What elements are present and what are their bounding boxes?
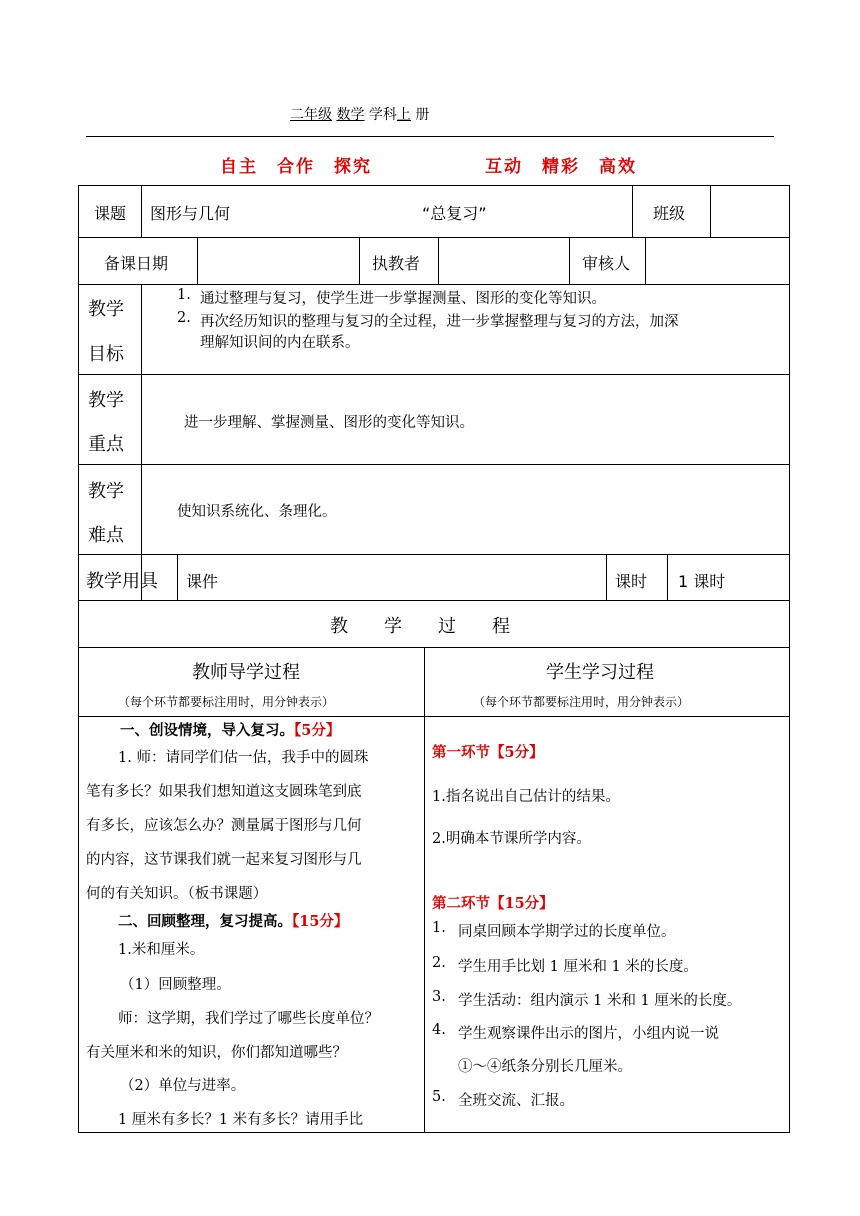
period-label: 课时 [615,572,648,591]
goals-label-2: 目标 [88,344,124,365]
col-divider [645,237,646,284]
student-item: 同桌回顾本学期学过的长度单位。 [458,924,676,940]
row-divider [78,284,790,285]
motto-left: 自主 合作 探究 [220,157,372,177]
section-2-title-text: 二、回顾整理，复习提高。 [118,913,292,930]
student-item: 1.指名说出自己估计的结果。 [432,789,620,805]
header-rule [86,136,774,137]
teacher-para-line: 笔有多长？如果我们想知道这支圆珠笔到底 [86,784,362,800]
row-divider [78,374,790,375]
volume: 上 [396,107,411,123]
lesson-title: “总复习” [422,204,487,223]
process-col-divider [424,647,425,1133]
col-divider [141,185,142,237]
row-divider [78,647,790,648]
teacher-line: 1 厘米有多长？1 米有多长？请用手比 [118,1112,364,1128]
period-value: 1 课时 [678,572,726,591]
teacher-para-line: 1. 师：请同学们估一估，我手中的圆珠 [118,750,369,766]
goal-item-2: 再次经历知识的整理与复习的全过程，进一步掌握整理与复习的方法，加深 [200,314,679,330]
teacher-field[interactable] [440,239,567,282]
col-divider [606,554,607,600]
col-divider [569,237,570,284]
keypoints-text: 进一步理解、掌握测量、图形的变化等知识。 [184,415,474,431]
student-process-note: （每个环节都要标注用时，用分钟表示） [473,695,690,709]
motto-right: 互动 精彩 高效 [485,157,637,177]
teacher-para-line: 有多长，应该怎么办？测量属于图形与几何 [86,818,362,834]
teacher-line: 师：这学期，我们学过了哪些长度单位？ [118,1011,379,1027]
keypoints-label-2: 重点 [88,434,124,455]
col-divider [632,185,633,237]
student-num: 1. [432,920,446,936]
student-item: 学生观察课件出示的图片，小组内说一说 [458,1026,719,1042]
class-label: 班级 [653,204,686,223]
keypoints-label-1: 教学 [88,390,124,411]
subject-suffix: 学科 [368,107,397,123]
student-item-cont: ①～④纸条分别长几厘米。 [458,1059,632,1075]
class-field[interactable] [712,188,788,234]
row-divider [78,464,790,465]
col-divider [197,237,198,284]
teacher-label: 执教者 [372,254,421,273]
col-divider [177,554,178,600]
teacher-process-head: 教师导学过程 [192,662,300,683]
student-num: 3. [432,989,446,1005]
student-section-1-title: 第一环节【5分】 [432,744,544,761]
col-divider [667,554,668,600]
date-field[interactable] [199,239,357,282]
teacher-line: 有关厘米和米的知识，你们都知道哪些？ [86,1045,347,1061]
reviewer-label: 审核人 [582,254,631,273]
section-1-time: 【5分】 [294,722,341,739]
col-divider [710,185,711,237]
student-section-2-title: 第二环节【15分】 [432,895,554,912]
student-num: 4. [432,1022,446,1038]
tools-label: 教学用具 [86,571,158,592]
teacher-line: （2）单位与进率。 [120,1078,246,1094]
goal-item-1: 通过整理与复习，使学生进一步掌握测量、图形的变化等知识。 [200,291,606,307]
reviewer-field[interactable] [647,239,788,282]
label-col-divider [141,284,142,600]
student-item: 全班交流、汇报。 [458,1093,574,1109]
date-label: 备课日期 [104,254,169,273]
student-item: 学生活动：组内演示 1 米和 1 厘米的长度。 [458,993,742,1009]
goal-num-1: 1. [177,287,191,303]
section-1-title-text: 一、创设情境，导入复习。 [120,722,294,739]
volume-suffix: 册 [415,107,430,123]
student-num: 5. [432,1089,446,1105]
difficulties-label-2: 难点 [88,525,124,546]
student-item: 学生用手比划 1 厘米和 1 米的长度。 [458,959,698,975]
student-process-head: 学生学习过程 [546,662,654,683]
row-divider [78,237,790,238]
subject: 数学 [336,107,365,123]
student-item: 2.明确本节课所学内容。 [432,831,591,847]
teacher-process-note: （每个环节都要标注用时，用分钟表示） [118,695,335,709]
teacher-section-1-title [120,719,340,740]
teacher-section-2-title [118,910,348,931]
row-divider [78,554,790,555]
process-title: 教 学 过 程 [330,616,510,637]
teacher-para-line: 的内容，这节课我们就一起来复习图形与几 [86,852,362,868]
row-divider [78,716,790,717]
teacher-line: 1.米和厘米。 [118,942,205,958]
difficulties-label-1: 教学 [88,481,124,502]
col-divider [359,237,360,284]
difficulties-text: 使知识系统化、条理化。 [177,504,337,520]
tools-value: 课件 [186,572,219,591]
topic-value: 图形与几何 [150,204,231,223]
teacher-para-line: 何的有关知识。（板书课题） [86,886,268,902]
grade-subject-header [290,104,429,124]
row-divider [78,600,790,601]
grade: 二年级 [290,107,332,123]
goal-num-2: 2. [177,310,191,326]
student-num: 2. [432,955,446,971]
teacher-line: （1）回顾整理。 [120,977,231,993]
topic-label: 课题 [94,204,127,223]
col-divider [438,237,439,284]
section-2-time: 【15分】 [292,913,349,930]
goal-item-2-cont: 理解知识间的内在联系。 [200,335,360,351]
goals-label-1: 教学 [88,299,124,320]
